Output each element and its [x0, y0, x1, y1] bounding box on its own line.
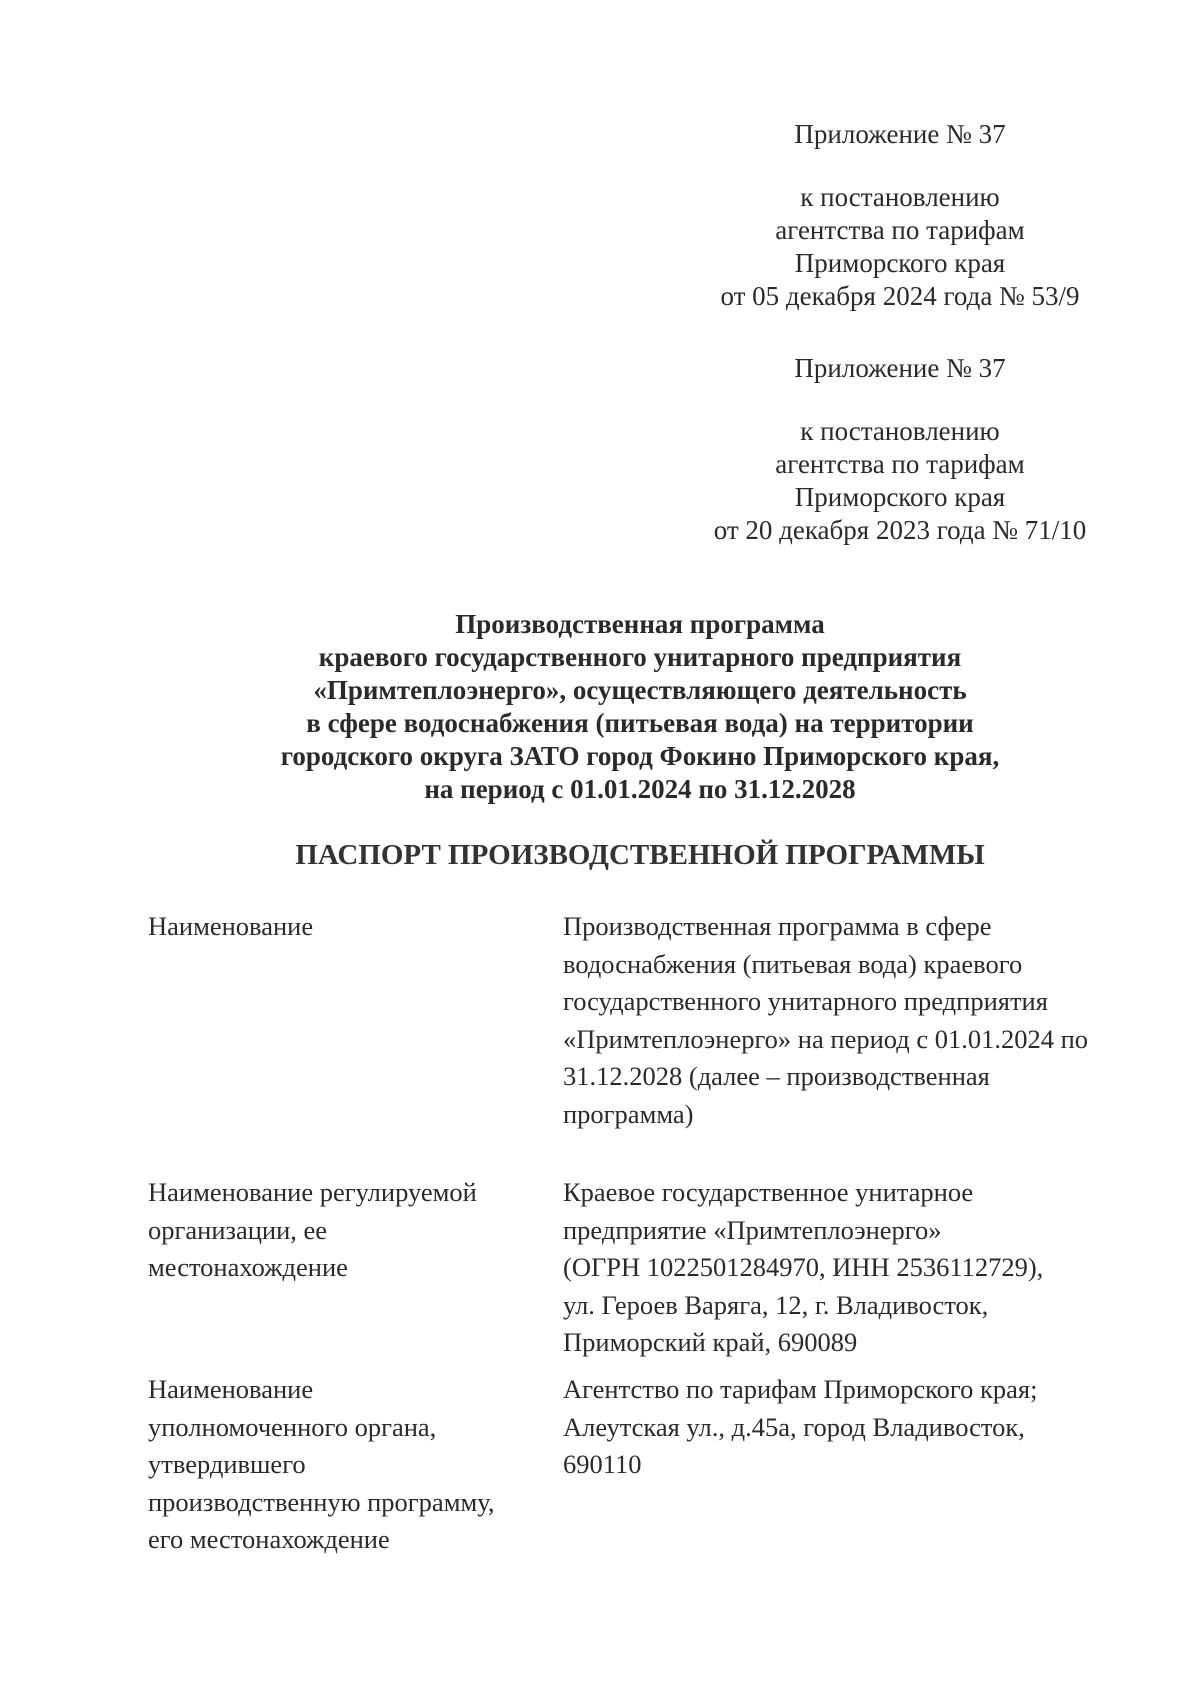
passport-heading: ПАСПОРТ ПРОИЗВОДСТВЕННОЙ ПРОГРАММЫ	[295, 839, 985, 871]
label-line: организации, ее	[148, 1214, 328, 1245]
passport-row-value	[563, 908, 1133, 1133]
value-line: 690110	[563, 1449, 642, 1479]
appendix-date-line: от 20 декабря 2023 года № 71/10	[713, 515, 1087, 545]
appendix-block-previous	[700, 352, 1100, 547]
appendix-title: Приложение № 37	[794, 119, 1006, 149]
value-line: предприятие «Примтеплоэнерго»	[563, 1214, 942, 1245]
label-line: утвердившего	[148, 1449, 306, 1479]
value-line: Алеутская ул., д.45а, город Владивосток,	[563, 1411, 1025, 1442]
title-line: городского округа ЗАТО город Фокино Приморского края,	[280, 741, 1000, 771]
passport-row-value	[563, 1174, 1133, 1362]
value-line: 31.12.2028 (далее – производственная	[563, 1061, 990, 1091]
label-line: его местонахождение	[148, 1524, 390, 1554]
value-line: ул. Героев Варяга, 12, г. Владивосток,	[563, 1289, 989, 1320]
value-line: Приморский край, 690089	[563, 1327, 858, 1357]
title-line: «Примтеплоэнерго», осуществляющего деятельность	[313, 675, 967, 705]
appendix-line: агентства по тарифам	[775, 449, 1025, 479]
appendix-line: к постановлению	[800, 182, 1000, 212]
label-line: Наименование	[148, 911, 314, 941]
value-line: государственного унитарного предприятия	[563, 986, 1048, 1016]
title-line: на период с 01.01.2024 по 31.12.2028	[424, 774, 856, 804]
appendix-line: Приморского края	[794, 482, 1006, 512]
value-line: Производственная программа в сфере	[563, 911, 992, 941]
label-line: местонахождение	[148, 1252, 348, 1282]
passport-row-label	[148, 908, 538, 946]
appendix-line: Приморского края	[794, 248, 1006, 278]
appendix-line: агентства по тарифам	[775, 215, 1025, 245]
appendix-title: Приложение № 37	[794, 353, 1006, 383]
title-line: краевого государственного унитарного предприятия	[318, 642, 962, 672]
value-line: программа)	[563, 1098, 694, 1129]
title-line: Производственная программа	[455, 609, 825, 639]
value-line: Краевое государственное унитарное	[563, 1177, 974, 1207]
label-line: Наименование регулируемой	[148, 1177, 477, 1207]
document-title	[150, 608, 1130, 806]
appendix-line: к постановлению	[800, 416, 1000, 446]
label-line: Наименование	[148, 1374, 314, 1404]
label-line: уполномоченного органа,	[148, 1411, 437, 1442]
value-line: Агентство по тарифам Приморского края;	[563, 1374, 1038, 1404]
passport-row-value	[563, 1371, 1133, 1484]
label-line: производственную программу,	[148, 1486, 495, 1517]
value-line: (ОГРН 1022501284970, ИНН 2536112729),	[563, 1252, 1044, 1282]
appendix-date-line: от 05 декабря 2024 года № 53/9	[720, 281, 1080, 311]
passport-row-label	[148, 1174, 538, 1287]
value-line: «Примтеплоэнерго» на период с 01.01.2024 по	[563, 1023, 1089, 1054]
passport-row-label	[148, 1371, 538, 1559]
title-line: в сфере водоснабжения (питьевая вода) на территории	[306, 708, 974, 738]
value-line: водоснабжения (питьевая вода) краевого	[563, 948, 1023, 979]
appendix-block-current	[700, 118, 1100, 313]
